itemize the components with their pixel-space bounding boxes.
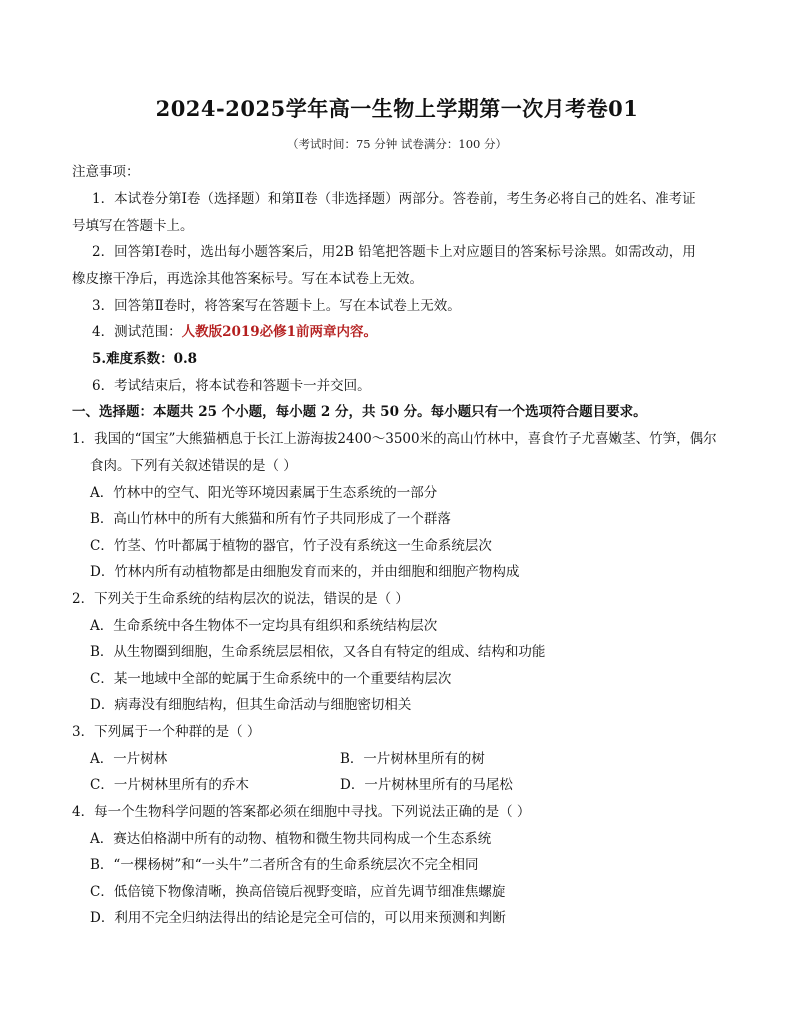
note-line: 2．回答第Ⅰ卷时，选出每小题答案后，用2B 铅笔把答题卡上对应题目的答案标号涂黑。如需改动，用 [92, 244, 696, 260]
option-d: D．病毒没有细胞结构，但其生命活动与细胞密切相关 [90, 697, 412, 713]
section-heading: 一、选择题：本题共 25 个小题，每小题 2 分，共 50 分。每小题只有一个选项符合题目要求。 [72, 404, 647, 420]
note-line: 1．本试卷分第Ⅰ卷（选择题）和第Ⅱ卷（非选择题）两部分。答卷前，考生务必将自己的姓名、准考证 [92, 191, 696, 207]
question-stem: 2．下列关于生命系统的结构层次的说法，错误的是（ ） [72, 591, 409, 607]
question-stem: 食肉。下列有关叙述错误的是（ ） [90, 458, 297, 474]
question-stem: 1．我国的“国宝”大熊猫栖息于长江上游海拔2400～3500米的高山竹林中，喜食竹子尤喜嫩茎、竹笋，偶尔 [72, 431, 717, 447]
option-c: C．竹茎、竹叶都属于植物的器官，竹子没有系统这一生命系统层次 [90, 538, 492, 554]
option-d: D．利用不完全归纳法得出的结论是完全可信的，可以用来预测和判断 [90, 910, 506, 926]
option-a: A．赛达伯格湖中所有的动物、植物和微生物共同构成一个生态系统 [90, 831, 492, 847]
note-difficulty: 5.难度系数：0.8 [92, 351, 198, 367]
option-c: C．一片树林里所有的乔木 [90, 777, 249, 793]
notice-heading: 注意事项： [72, 164, 140, 180]
note-line: 3．回答第Ⅱ卷时，将答案写在答题卡上。写在本试卷上无效。 [92, 298, 461, 314]
option-b: B．高山竹林中的所有大熊猫和所有竹子共同形成了一个群落 [90, 511, 451, 527]
option-a: A．竹林中的空气、阳光等环境因素属于生态系统的一部分 [90, 485, 438, 501]
option-a: A．生命系统中各生物体不一定均具有组织和系统结构层次 [90, 618, 438, 634]
option-b: B．“一棵杨树”和“一头牛”二者所含有的生命系统层次不完全相同 [90, 857, 479, 873]
note-scope-prefix: 4．测试范围： [92, 324, 182, 340]
option-c: C．某一地域中全部的蛇属于生命系统中的一个重要结构层次 [90, 671, 452, 687]
question-stem: 3．下列属于一个种群的是（ ） [72, 724, 261, 740]
option-b: B．一片树林里所有的树 [340, 751, 485, 767]
option-c: C．低倍镜下物像清晰，换高倍镜后视野变暗，应首先调节细准焦螺旋 [90, 884, 506, 900]
note-scope [92, 322, 377, 342]
option-d: D．竹林内所有动植物都是由细胞发育而来的，并由细胞和细胞产物构成 [90, 564, 520, 580]
page-title: 2024-2025学年高一生物上学期第一次月考卷01 [155, 96, 639, 121]
note-line: 号填写在答题卡上。 [72, 218, 194, 234]
option-a: A．一片树林 [90, 751, 168, 767]
option-b: B．从生物圈到细胞，生命系统层层相依，又各自有特定的组成、结构和功能 [90, 644, 546, 660]
note-line: 橡皮擦干净后，再选涂其他答案标号。写在本试卷上无效。 [72, 271, 423, 287]
note-line: 6．考试结束后，将本试卷和答题卡一并交回。 [92, 378, 371, 394]
note-scope-highlight: 人教版2019必修1前两章内容。 [181, 324, 378, 340]
option-d: D．一片树林里所有的马尾松 [340, 777, 513, 793]
exam-info-subtitle: （考试时间：75 分钟 试卷满分：100 分） [286, 137, 508, 151]
question-stem: 4．每一个生物科学问题的答案都必须在细胞中寻找。下列说法正确的是（ ） [72, 804, 531, 820]
